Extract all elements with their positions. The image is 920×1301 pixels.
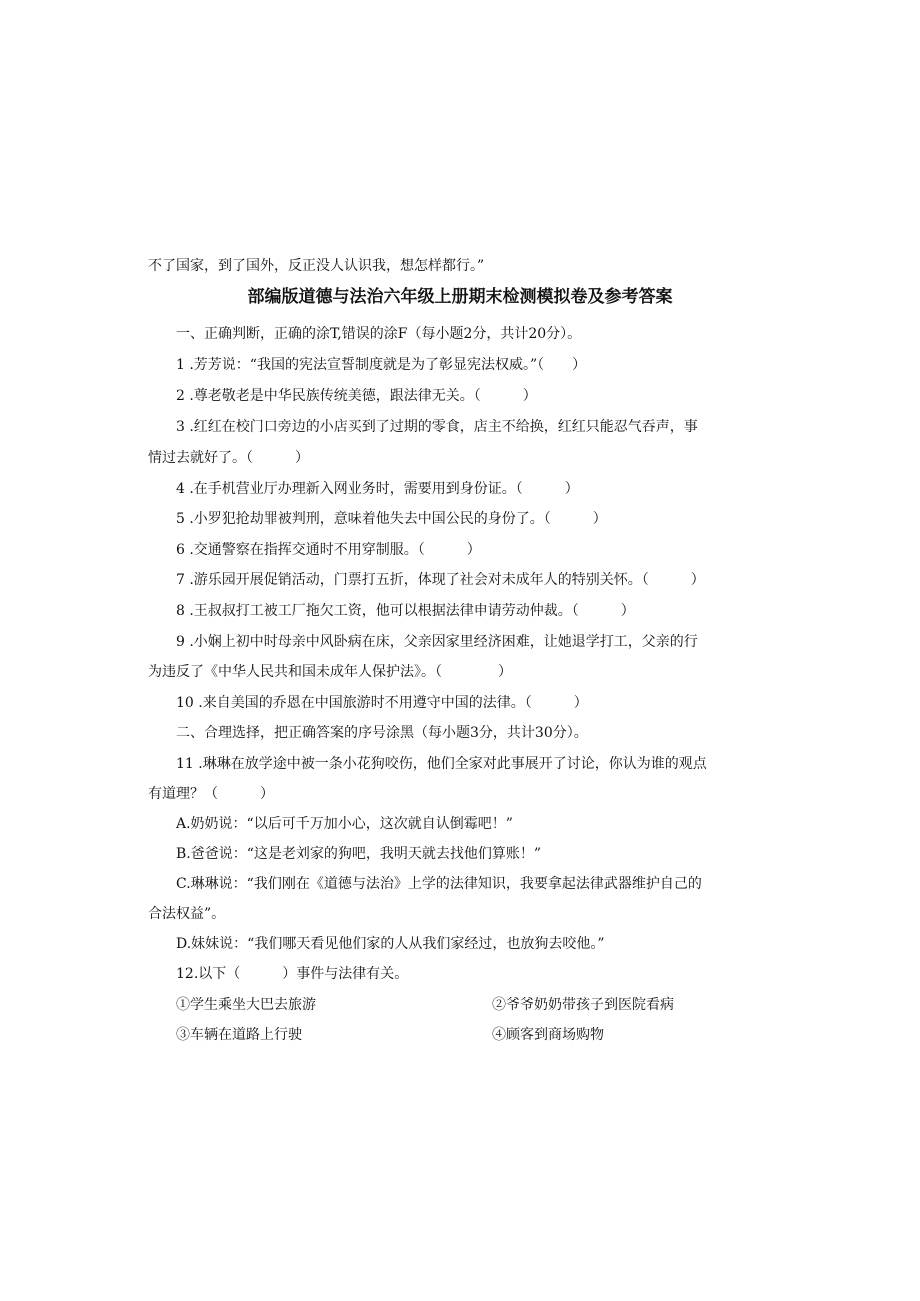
question-3-line-1: 3 .红红在校门口旁边的小店买到了过期的零食，店主不给换，红红只能忍气吞声，事: [176, 419, 698, 435]
question-8: 8 .王叔叔打工被工厂拖欠工资，他可以根据法律申请劳动仲裁。（ ）: [176, 603, 635, 619]
continuation-text: 不了国家，到了国外，反正没人认识我，想怎样都行。”: [148, 258, 485, 274]
question-12-option-1: ①学生乘坐大巴去旅游: [176, 997, 316, 1013]
question-11-line-1: 11 .琳琳在放学途中被一条小花狗咬伤，他们全家对此事展开了讨论，你认为谁的观点: [176, 756, 707, 772]
question-11-option-a: A.奶奶说：“以后可千万加小心，这次就自认倒霉吧！”: [176, 816, 513, 832]
question-12-option-2: ②爷爷奶奶带孩子到医院看病: [492, 997, 674, 1013]
section1-heading: 一、正确判断，正确的涂T,错误的涂F（每小题2分，共计20分）。: [176, 326, 582, 342]
page-title: 部编版道德与法治六年级上册期末检测模拟卷及参考答案: [247, 287, 673, 307]
section2-heading: 二、合理选择，把正确答案的序号涂黑（每小题3分，共计30分）。: [176, 725, 588, 741]
question-11-option-c-line-2: 合法权益”。: [148, 906, 226, 922]
question-9-line-2: 为违反了《中华人民共和国未成年人保护法》。（ ）: [148, 664, 512, 680]
question-1: 1 .芳芳说：“我国的宪法宣誓制度就是为了彰显宪法权威。”（ ）: [176, 357, 587, 373]
question-11-option-c-line-1: C.琳琳说：“我们刚在《道德与法治》上学的法律知识，我要拿起法律武器维护自己的: [176, 876, 702, 892]
question-11-option-d: D.妹妹说：“我们哪天看见他们家的人从我们家经过，也放狗去咬他。”: [176, 936, 605, 952]
question-4: 4 .在手机营业厅办理新入网业务时，需要用到身份证。（ ）: [176, 481, 579, 497]
question-11-option-b: B.爸爸说：“这是老刘家的狗吧，我明天就去找他们算账！”: [176, 846, 542, 862]
question-9-line-1: 9 .小娴上初中时母亲中风卧病在床，父亲因家里经济困难，让她退学打工，父亲的行: [176, 634, 698, 650]
question-12-option-4: ④顾客到商场购物: [492, 1027, 604, 1043]
question-5: 5 .小罗犯抢劫罪被判刑，意味着他失去中国公民的身份了。（ ）: [176, 511, 607, 527]
question-7: 7 .游乐园开展促销活动，门票打五折，体现了社会对未成年人的特别关怀。（ ）: [176, 572, 705, 588]
question-12-option-3: ③车辆在道路上行驶: [176, 1027, 302, 1043]
question-6: 6 .交通警察在指挥交通时不用穿制服。（ ）: [176, 542, 481, 558]
question-12: 12.以下（ ）事件与法律有关。: [176, 966, 409, 982]
question-3-line-2: 情过去就好了。（ ）: [148, 450, 309, 466]
question-2: 2 .尊老敬老是中华民族传统美德，跟法律无关。（ ）: [176, 388, 537, 404]
question-11-line-2: 有道理？（ ）: [148, 786, 274, 802]
question-10: 10 .来自美国的乔恩在中国旅游时不用遵守中国的法律。（ ）: [176, 695, 588, 711]
